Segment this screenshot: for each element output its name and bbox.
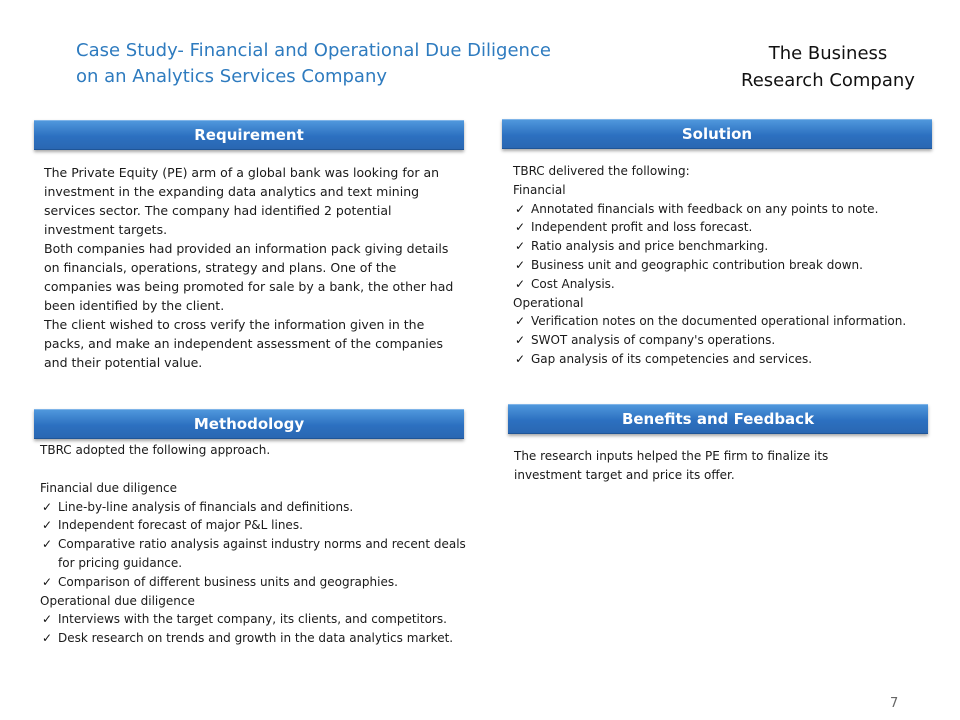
solution-heading: Solution	[502, 119, 932, 149]
list-item: ✓ Desk research on trends and growth in the data analytics market.	[40, 629, 480, 648]
list-item: ✓ Gap analysis of its competencies and services.	[513, 350, 923, 369]
company-name	[718, 40, 938, 94]
requirement-text	[44, 163, 464, 372]
page-number: 7	[890, 696, 899, 711]
solution-operational-label: Operational	[513, 295, 584, 310]
spacer	[40, 460, 480, 479]
list-item: ✓ Verification notes on the documented operational information.	[513, 312, 923, 331]
list-item: ✓ Ratio analysis and price benchmarking.	[513, 237, 923, 256]
methodology-financial-label: Financial due diligence	[40, 480, 177, 495]
requirement-paragraph: The client wished to cross verify the information given in the packs, and make an independent assessment of the companies and their potential value.	[44, 317, 443, 370]
solution-financial-label: Financial	[513, 182, 566, 197]
methodology-text	[40, 441, 480, 648]
company-name-line2: Research Company	[741, 70, 915, 91]
list-item: ✓ Comparative ratio analysis against industry norms and recent deals for pricing guidance.	[40, 535, 480, 573]
slide-title	[76, 38, 636, 90]
list-item: ✓ Interviews with the target company, its clients, and competitors.	[40, 610, 480, 629]
slide-title-line2: on an Analytics Services Company	[76, 66, 388, 87]
solution-financial-list	[513, 200, 923, 294]
methodology-operational-list	[40, 610, 480, 648]
list-item: ✓ Annotated financials with feedback on any points to note.	[513, 200, 923, 219]
list-item: ✓ Cost Analysis.	[513, 275, 923, 294]
solution-operational-list	[513, 312, 923, 368]
benefits-text: The research inputs helped the PE firm to finalize its investment target and price its offer.	[514, 449, 829, 482]
list-item: ✓ SWOT analysis of company's operations.	[513, 331, 923, 350]
slide-title-line1: Case Study- Financial and Operational Due Diligence	[76, 40, 551, 61]
requirement-heading: Requirement	[34, 120, 464, 150]
list-item: ✓ Comparison of different business units and geographies.	[40, 573, 480, 592]
list-item: ✓ Business unit and geographic contribution break down.	[513, 256, 923, 275]
methodology-intro: TBRC adopted the following approach.	[40, 443, 271, 457]
list-item: ✓ Independent profit and loss forecast.	[513, 218, 923, 237]
requirement-paragraph: Both companies had provided an information pack giving details on financials, operations, strategy and plans. One of the companies was being promoted for sale by a bank, the other had been identified by the client.	[44, 241, 454, 313]
methodology-financial-list	[40, 498, 480, 592]
solution-text	[513, 162, 923, 369]
list-item: ✓ Independent forecast of major P&L lines.	[40, 516, 480, 535]
solution-intro: TBRC delivered the following:	[513, 164, 690, 178]
benefits-heading: Benefits and Feedback	[508, 404, 928, 434]
methodology-heading: Methodology	[34, 409, 464, 439]
list-item: ✓ Line-by-line analysis of financials and definitions.	[40, 498, 480, 517]
requirement-paragraph: The Private Equity (PE) arm of a global bank was looking for an investment in the expanding data analytics and text mining services sector. The company had identified 2 potential investment targets.	[44, 165, 440, 237]
methodology-operational-label: Operational due diligence	[40, 593, 195, 608]
company-name-line1: The Business	[768, 43, 888, 64]
